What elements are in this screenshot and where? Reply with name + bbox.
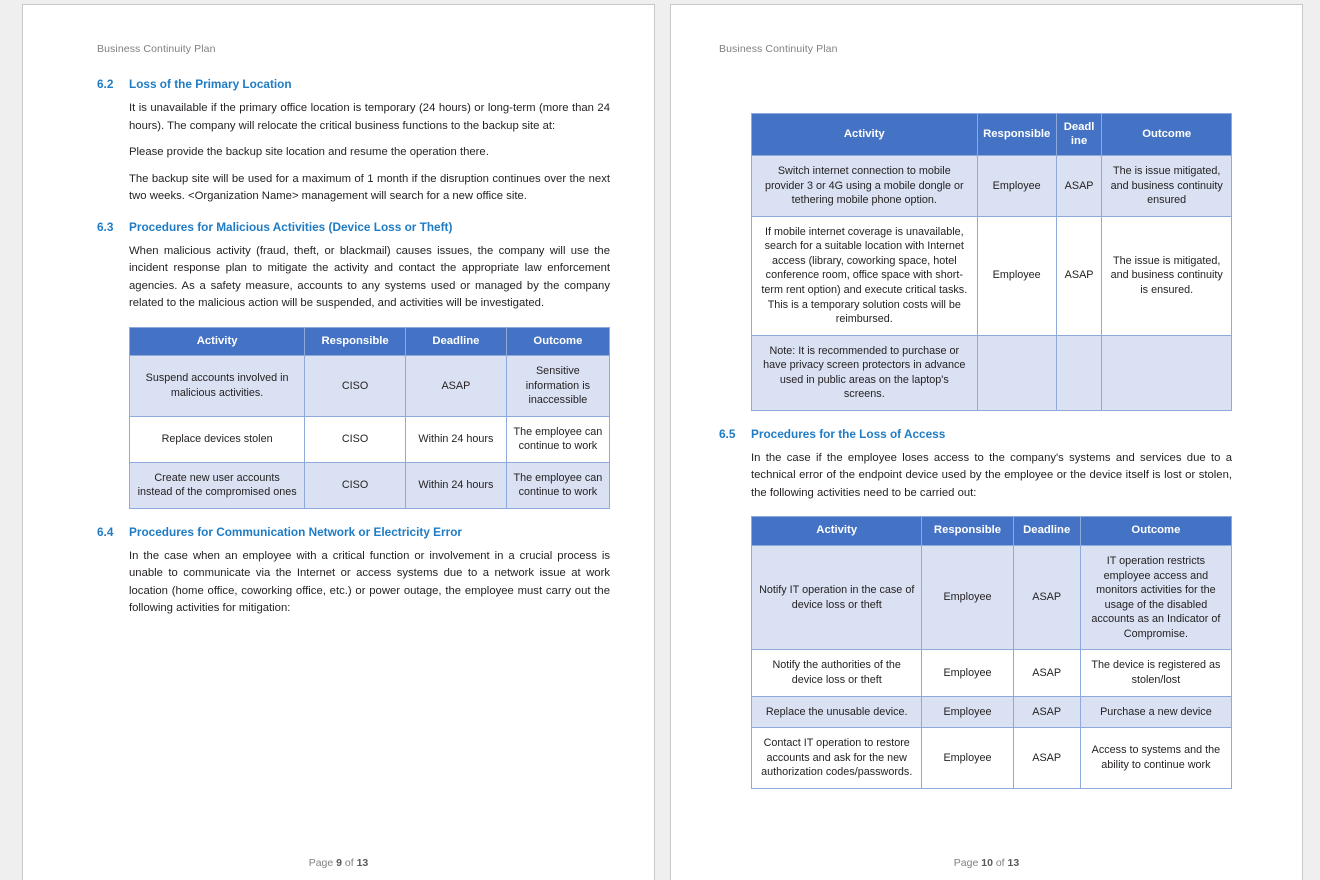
column-header-outcome: Outcome [1102,114,1232,156]
heading-6-5 [719,427,1232,441]
cell-deadline: ASAP [1013,696,1080,728]
cell-deadline: ASAP [1056,216,1102,335]
cell-deadline [1056,335,1102,410]
column-header-responsible: Responsible [305,327,406,356]
table-malicious-activities [129,327,610,509]
column-header-activity: Activity [752,114,978,156]
cell-deadline: ASAP [1013,546,1080,650]
table-row [752,546,1232,650]
cell-activity: Note: It is recommended to purchase or have privacy screen protectors in advance used in public areas on the laptop's screens. [752,335,978,410]
cell-deadline: Within 24 hours [405,416,506,462]
page-footer-9 [23,857,654,869]
column-header-outcome: Outcome [1080,517,1231,546]
cell-responsible: Employee [922,546,1013,650]
table-row [752,216,1232,335]
table-row [752,650,1232,696]
cell-responsible: CISO [305,462,406,508]
cell-activity: Suspend accounts involved in malicious activities. [130,356,305,417]
heading-6-2-number: 6.2 [97,77,114,91]
heading-6-2 [97,77,610,91]
table-row [752,335,1232,410]
cell-outcome [1102,335,1232,410]
table-wrapper-malicious-activities [97,327,610,509]
document-page-9 [22,4,655,880]
cell-deadline: Within 24 hours [405,462,506,508]
footer-prefix: Page [953,857,982,869]
cell-outcome: Access to systems and the ability to continue work [1080,728,1231,789]
footer-middle: of [342,857,357,869]
heading-6-3-number: 6.3 [97,219,114,234]
cell-responsible: Employee [977,156,1056,217]
cell-activity: Switch internet connection to mobile provider 3 or 4G using a mobile dongle or tethering mobile phone option. [752,156,978,217]
page-footer-10 [671,857,1302,869]
cell-outcome: Purchase a new device [1080,696,1231,728]
cell-outcome: Sensitive information is inaccessible [506,356,609,417]
cell-deadline: ASAP [1056,156,1102,217]
cell-activity: If mobile internet coverage is unavailable, search for a suitable location with Internet access (library, coworking space, hotel conference room, office space with short-term rent option) and execute critical tasks. This is a temporary solution costs will be reimbursed. [752,216,978,335]
table-header-row [752,517,1232,546]
heading-6-4-number: 6.4 [97,524,114,539]
cell-responsible: Employee [922,728,1013,789]
cell-outcome: IT operation restricts employee access and monitors activities for the usage of the disabled accounts as an Indicator of Compromise. [1080,546,1231,650]
cell-activity: Create new user accounts instead of the compromised ones [130,462,305,508]
cell-responsible: Employee [977,216,1056,335]
footer-total-pages: 13 [356,857,369,869]
footer-page-number: 10 [981,857,993,869]
footer-page-number: 9 [336,857,342,869]
heading-6-2-title: Loss of the Primary Location [129,77,292,91]
cell-responsible [977,335,1056,410]
table-header-row [752,114,1232,156]
paragraph-6-5-1: In the case if the employee loses access to the company's systems and services due to a technical error of the endpoint device used by the employee or the device itself is lost or stolen, the following activities need to be carried out: [751,451,1232,499]
heading-6-5-title: Procedures for the Loss of Access [751,426,946,441]
cell-outcome: The device is registered as stolen/lost [1080,650,1231,696]
cell-deadline: ASAP [1013,650,1080,696]
table-row [752,696,1232,728]
paragraph-6-3-1: When malicious activity (fraud, theft, or blackmail) causes issues, the company will use the incident response plan to mitigate the activity and contact the appropriate law enforcement agencies. As a safety measure, accounts to any systems used or managed by the company related to the malicious action will be suspended, and activities will be investigated. [129,244,610,309]
table-row [130,356,610,417]
page-header-text: Business Continuity Plan [97,43,216,55]
paragraph-6-2-2: Please provide the backup site location and resume the operation there. [129,146,489,158]
cell-activity: Contact IT operation to restore accounts and ask for the new authorization codes/passwords. [752,728,922,789]
heading-6-4-title: Procedures for Communication Network or Electricity Error [129,524,463,539]
cell-outcome: The employee can continue to work [506,416,609,462]
cell-activity: Notify the authorities of the device loss or theft [752,650,922,696]
column-header-deadline: Deadline [405,327,506,356]
column-header-responsible: Responsible [922,517,1013,546]
cell-outcome: The issue is mitigated, and business continuity is ensured. [1102,216,1232,335]
cell-responsible: Employee [922,650,1013,696]
table-header-row [130,327,610,356]
table-row [130,416,610,462]
table-network-outage [751,113,1232,411]
cell-responsible: CISO [305,356,406,417]
cell-responsible: CISO [305,416,406,462]
paragraph-6-2-1: It is unavailable if the primary office location is temporary (24 hours) or long-term (more than 24 hours). The company will relocate the critical business functions to the backup site at: [129,102,610,132]
cell-outcome: The is issue mitigated, and business continuity ensured [1102,156,1232,217]
cell-activity: Notify IT operation in the case of device loss or theft [752,546,922,650]
column-header-deadline: Deadline [1013,517,1080,546]
heading-6-3 [97,220,610,234]
column-header-responsible: Responsible [977,114,1056,156]
table-loss-of-access [751,516,1232,788]
paragraph-6-4-1: In the case when an employee with a critical function or involvement in a crucial process is unable to communicate via the Internet or access systems due to a network issue at work location (home office, coworking office, etc.) or power outage, the employee must carry out the following activities for mitigation: [129,549,610,615]
table-row [752,728,1232,789]
paragraph-6-2-3: The backup site will be used for a maximum of 1 month if the disruption continues over the next two weeks. <Organization Name> management will search for a new office site. [129,172,610,202]
heading-6-3-title: Procedures for Malicious Activities (Device Loss or Theft) [129,219,453,234]
cell-activity: Replace devices stolen [130,416,305,462]
cell-outcome: The employee can continue to work [506,462,609,508]
cell-deadline: ASAP [1013,728,1080,789]
document-page-10 [670,4,1303,880]
cell-responsible: Employee [922,696,1013,728]
heading-6-4 [97,525,610,539]
cell-deadline: ASAP [405,356,506,417]
footer-prefix: Page [308,857,337,869]
column-header-activity: Activity [752,517,922,546]
cell-activity: Replace the unusable device. [752,696,922,728]
table-wrapper-network-outage [719,113,1232,411]
column-header-outcome: Outcome [506,327,609,356]
column-header-activity: Activity [130,327,305,356]
page-header-text: Business Continuity Plan [719,43,838,55]
column-header-deadline: Deadl ine [1056,114,1102,156]
table-row [130,462,610,508]
footer-total-pages: 13 [1007,857,1020,869]
footer-middle: of [992,857,1008,869]
table-row [752,156,1232,217]
heading-6-5-number: 6.5 [719,426,736,441]
table-wrapper-loss-of-access [719,516,1232,788]
